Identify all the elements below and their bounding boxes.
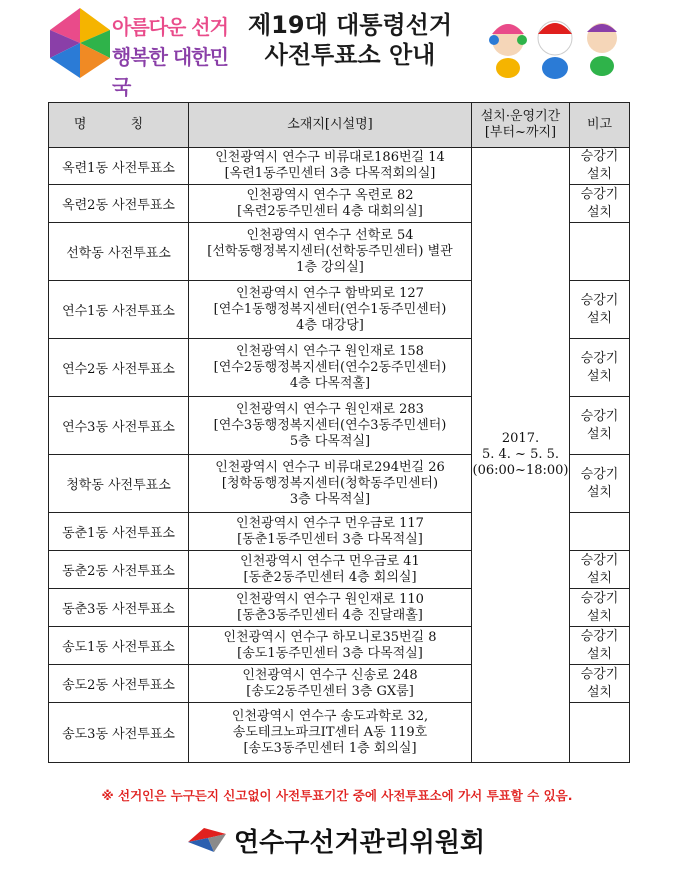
station-address bbox=[189, 397, 472, 455]
address-line: 1층 강의실] bbox=[296, 259, 364, 275]
address-line: [청학동행정복지센터(청학동주민센터) bbox=[221, 475, 439, 491]
address-line: 인천광역시 연수구 비류대로294번길 26 bbox=[215, 459, 445, 475]
note-line: 승강기 bbox=[580, 628, 619, 644]
address-line: 인천광역시 연수구 하모니로35번길 8 bbox=[223, 629, 437, 645]
station-name: 옥련2동 사전투표소 bbox=[49, 185, 189, 223]
address-line: 인천광역시 연수구 원인재로 283 bbox=[236, 401, 424, 417]
station-address bbox=[189, 148, 472, 185]
address-line: 인천광역시 연수구 비류대로186번길 14 bbox=[215, 150, 445, 165]
address-line: 인천광역시 연수구 송도과학로 32, bbox=[231, 708, 429, 724]
station-note bbox=[570, 455, 630, 513]
address-line: 송도테크노파크IT센터 A동 119호 bbox=[232, 724, 428, 740]
note-line: 설치 bbox=[586, 204, 613, 220]
address-line: [연수3동행정복지센터(연수3동주민센터) bbox=[213, 417, 447, 433]
note-line: 승강기 bbox=[580, 186, 619, 202]
station-note bbox=[570, 703, 630, 763]
col-header-note: 비고 bbox=[570, 103, 630, 148]
col-header-period-line-2: [부터~까지] bbox=[484, 125, 557, 140]
station-note bbox=[570, 627, 630, 665]
election-commission-logo-icon bbox=[186, 824, 228, 856]
station-note bbox=[570, 397, 630, 455]
station-note bbox=[570, 513, 630, 551]
address-line: [동춘3동주민센터 4층 진달래홀] bbox=[237, 607, 423, 623]
note-line: 설치 bbox=[586, 426, 613, 442]
address-line: [송도1동주민센터 3층 다목적실] bbox=[237, 645, 423, 661]
station-note bbox=[570, 185, 630, 223]
station-note bbox=[570, 551, 630, 589]
note-line: 설치 bbox=[586, 167, 613, 182]
station-address bbox=[189, 223, 472, 281]
polling-station-table bbox=[48, 102, 630, 763]
table-row bbox=[49, 148, 630, 185]
station-note bbox=[570, 665, 630, 703]
station-name: 동춘2동 사전투표소 bbox=[49, 551, 189, 589]
note-line: 승강기 bbox=[580, 466, 619, 482]
table-header-row bbox=[49, 103, 630, 148]
address-line: [동춘2동주민센터 4층 회의실] bbox=[243, 569, 417, 585]
station-name: 송도2동 사전투표소 bbox=[49, 665, 189, 703]
title-line-2: 사전투표소 안내 bbox=[264, 41, 436, 69]
station-address bbox=[189, 281, 472, 339]
address-line: 인천광역시 연수구 선학로 54 bbox=[246, 227, 414, 243]
note-line: 설치 bbox=[586, 684, 613, 700]
organization-name: 연수구선거관리위원회 bbox=[234, 828, 486, 858]
note-line: 설치 bbox=[586, 310, 613, 326]
slogan-line-2: 행복한 대한민국 bbox=[112, 45, 228, 99]
address-line: [연수1동행정복지센터(연수1동주민센터) bbox=[213, 301, 447, 317]
note-line: 설치 bbox=[586, 368, 613, 384]
col-header-period-line-1: 설치·운영기간 bbox=[480, 109, 561, 124]
station-address bbox=[189, 665, 472, 703]
station-address bbox=[189, 339, 472, 397]
address-line: 인천광역시 연수구 옥련로 82 bbox=[246, 187, 414, 203]
station-note bbox=[570, 339, 630, 397]
address-line: 인천광역시 연수구 신송로 248 bbox=[242, 667, 418, 683]
station-name: 옥련1동 사전투표소 bbox=[49, 148, 189, 185]
note-line: 승강기 bbox=[580, 350, 619, 366]
station-name: 연수2동 사전투표소 bbox=[49, 339, 189, 397]
station-name: 동춘1동 사전투표소 bbox=[49, 513, 189, 551]
note-line: 승강기 bbox=[580, 292, 619, 308]
address-line: 인천광역시 연수구 먼우금로 117 bbox=[236, 515, 424, 531]
election-logo-icon bbox=[50, 8, 110, 78]
address-line: [선학동행정복지센터(선학동주민센터) 별관 bbox=[207, 243, 453, 259]
address-line: [옥련2동주민센터 4층 대회의실] bbox=[237, 203, 423, 219]
note-line: 설치 bbox=[586, 646, 613, 662]
title-line-1: 제19대 대통령선거 bbox=[247, 11, 453, 39]
slogan bbox=[112, 12, 242, 102]
period-line: 5. 4. ~ 5. 5. bbox=[481, 447, 560, 462]
note-line: 승강기 bbox=[580, 408, 619, 424]
col-header-period bbox=[472, 103, 570, 148]
address-line: [연수2동행정복지센터(연수2동주민센터) bbox=[213, 359, 447, 375]
note-line: 설치 bbox=[586, 608, 613, 624]
station-address bbox=[189, 589, 472, 627]
station-note bbox=[570, 223, 630, 281]
station-name: 선학동 사전투표소 bbox=[49, 223, 189, 281]
station-name: 동춘3동 사전투표소 bbox=[49, 589, 189, 627]
notice-text: ※ 선거인은 누구든지 신고없이 사전투표기간 중에 사전투표소에 가서 투표할 수 있음. bbox=[101, 788, 573, 803]
footer bbox=[186, 820, 506, 860]
station-note bbox=[570, 281, 630, 339]
station-address bbox=[189, 455, 472, 513]
address-line: 4층 다목적홀] bbox=[289, 375, 371, 391]
address-line: 인천광역시 연수구 원인재로 158 bbox=[236, 343, 424, 359]
station-address bbox=[189, 627, 472, 665]
note-line: 설치 bbox=[586, 570, 613, 586]
station-name: 송도3동 사전투표소 bbox=[49, 703, 189, 763]
station-note bbox=[570, 589, 630, 627]
station-name: 송도1동 사전투표소 bbox=[49, 627, 189, 665]
page-title bbox=[235, 10, 465, 70]
address-line: [송도2동주민센터 3층 GX룸] bbox=[246, 683, 414, 699]
period-line: (06:00~18:00) bbox=[472, 463, 569, 478]
period-line: 2017. bbox=[501, 431, 540, 446]
address-line: 5층 다목적실] bbox=[289, 433, 371, 449]
note-line: 승강기 bbox=[580, 666, 619, 682]
note-line: 설치 bbox=[586, 484, 613, 500]
station-name: 청학동 사전투표소 bbox=[49, 455, 189, 513]
station-address bbox=[189, 551, 472, 589]
station-note bbox=[570, 148, 630, 185]
address-line: [옥련1동주민센터 3층 다목적회의실] bbox=[224, 166, 436, 181]
address-line: [동춘1동주민센터 3층 다목적실] bbox=[237, 531, 423, 547]
note-line: 승강기 bbox=[580, 552, 619, 568]
station-name: 연수1동 사전투표소 bbox=[49, 281, 189, 339]
address-line: 인천광역시 연수구 먼우금로 41 bbox=[240, 553, 420, 569]
station-name: 연수3동 사전투표소 bbox=[49, 397, 189, 455]
station-address bbox=[189, 185, 472, 223]
col-header-name: 명 칭 bbox=[49, 103, 189, 148]
address-line: [송도3동주민센터 1층 회의실] bbox=[243, 740, 417, 756]
address-line: 인천광역시 연수구 함박뫼로 127 bbox=[236, 285, 424, 301]
address-line: 인천광역시 연수구 원인재로 110 bbox=[236, 591, 424, 607]
address-line: 3층 다목적실] bbox=[289, 491, 371, 507]
col-header-address: 소재지[시설명] bbox=[189, 103, 472, 148]
station-address bbox=[189, 703, 472, 763]
operation-period bbox=[472, 148, 570, 763]
slogan-line-1: 아름다운 선거 bbox=[112, 15, 228, 39]
address-line: 4층 대강당] bbox=[296, 317, 364, 333]
note-line: 승강기 bbox=[580, 590, 619, 606]
note-line: 승강기 bbox=[580, 149, 619, 164]
mascot-characters-icon bbox=[480, 12, 630, 82]
station-address bbox=[189, 513, 472, 551]
header bbox=[0, 0, 674, 100]
table-body bbox=[49, 148, 630, 763]
